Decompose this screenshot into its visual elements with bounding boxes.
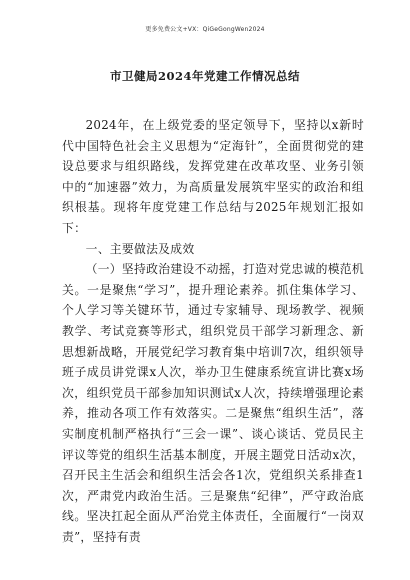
item-paragraph: （一）坚持政治建设不动摇，打造对党忠诚的模范机关。一是聚焦“学习”，提升理论素养。抓住集体学习、个人学习等关键环节，通过专家辅导、现场教学、视频教学、考试竞赛等形式，组织党员干部学习新理念、新思想新战略，开展党纪学习教育集中培训7次，组织领导班子成员讲党课x人次，举办卫生健康系统宣讲比赛x场次，组织党员干部参加知识测试x人次，持续增强理论素养，推动各项工作有效落实。二是聚焦“组织生活”，落实制度机制严格执行“三会一课”、谈心谈话、党员民主评议等党的组织生活基本制度，开展主题党日活动x次，召开民主生活会和组织生活会各1次，党组织关系排查1次，严肃党内政治生活。三是聚焦“纪律”，严守政治底线。坚决扛起全面从严治党主体责任，全面履行“一岗双责”，坚持有责 <box>62 262 364 544</box>
document-title: 市卫健局2024年党建工作情况总结 <box>109 69 300 83</box>
header-note: 更多免费公文+VX：QiGeGongWen2024 <box>145 26 265 33</box>
section-heading: 一、主要做法及成效 <box>85 241 195 256</box>
document-body <box>62 115 364 547</box>
intro-paragraph: 2024年，在上级党委的坚定领导下，坚持以x新时代中国特色社会主义思想为“定海针”，全面贯彻党的建设总要求与组织路线，发挥党建在改革攻坚、业务引领中的“加速器”效力，为高质量发展筑牢坚实的政治和组织根基。现将年度党建工作总结与2025年规划汇报如下： <box>62 118 364 235</box>
